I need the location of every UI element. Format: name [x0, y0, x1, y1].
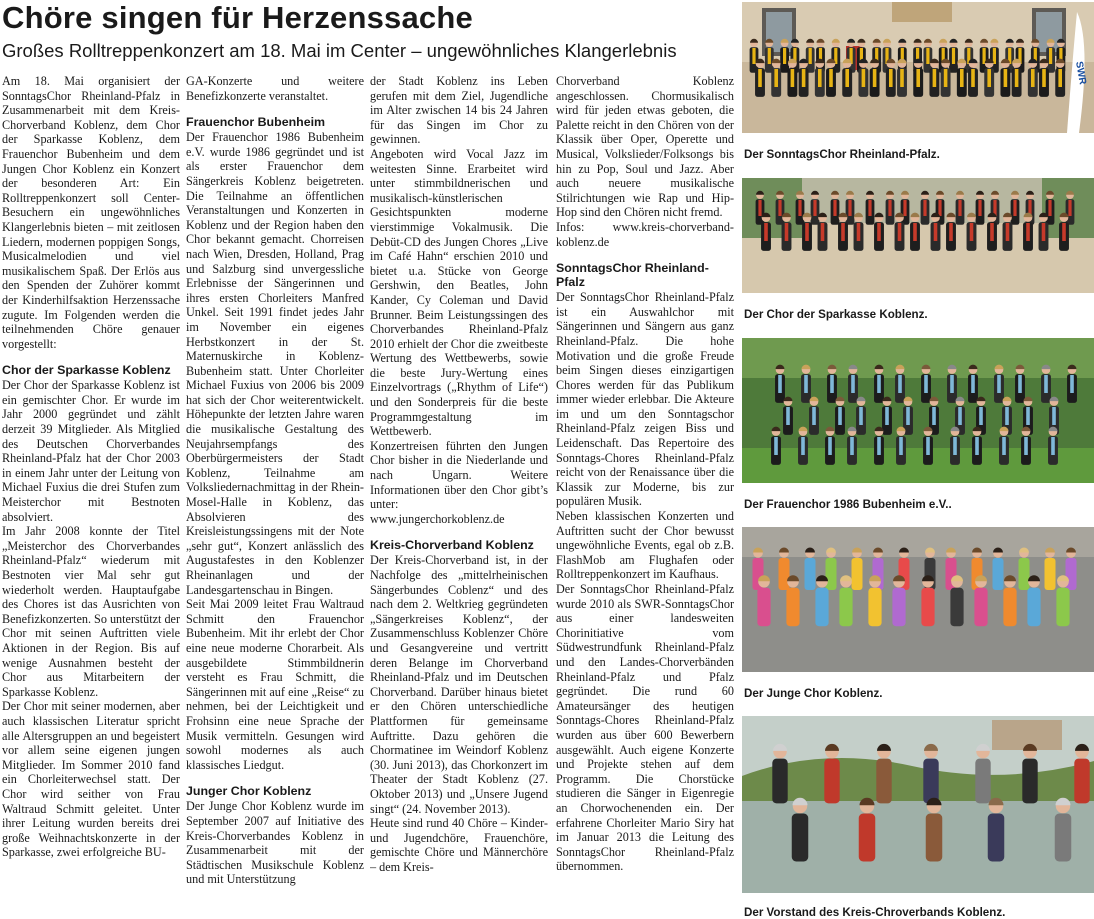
paragraph: www.jungerchorkoblenz.de: [370, 511, 505, 526]
singer-figure: [975, 759, 990, 804]
paragraph: der Stadt Koblenz ins Leben gerufen mit dem Ziel, Jugendliche im Alter zwischen 14 bis 24 Jahren für das Singen im Chor zu gewinnen.: [370, 74, 548, 147]
singer-figure: [786, 588, 799, 626]
paragraph: GA-Konzerte und weitere Benefizkonzerte veranstaltet.: [186, 74, 364, 103]
paragraph: Heute sind rund 40 Chöre – Kinder- und Jugendchöre, Frauenchöre, gemischte Chöre und Männerchöre – dem Kreis-: [370, 816, 548, 874]
photo-frauenchor-bubenheim: [742, 338, 1094, 483]
singer-figure: [876, 759, 891, 804]
singer-figure: [757, 588, 770, 626]
singer-figure: [815, 588, 828, 626]
article-column-2: [186, 74, 364, 919]
singer-figure: [792, 814, 809, 862]
paragraph: Seit Mai 2009 leitet Frau Waltraud Schmitt den Frauenchor Bubenheim. Mit ihr erlebt der Chor eine neue moderne Chorarbeit. Als ausgebildete Stimmbildnerin versteht es Frau Schmitt, die Sängerinnen mit auf eine „Reise“ zu nehmen, bei der Leichtigkeit und Frohsinn eine neue Sprache der Musik vermitteln. Gesungen wird sowohl modernes als auch klassisches Liedgut.: [186, 597, 364, 772]
article-column-3: [370, 74, 548, 919]
section-heading: Frauenchor Bubenheim: [186, 115, 326, 130]
swr-banner-text: SWR: [1073, 60, 1088, 86]
paragraph: Chorverband Koblenz angeschlossen. Chormusikalisch wird für jeden etwas geboten, die Palette reicht in den Chören von der Klassik über Oper, Operette und Musical, Volkslieder/Folksongs bis hin zu Pop, Soul und Jazz. Aber auch neuere musikalische Stilrichtungen wie Rap und Hip-Hop sind den Chören nicht fremd.: [556, 74, 734, 220]
singer-figure: [1003, 588, 1016, 626]
singer-figure: [852, 558, 863, 590]
singer-figure: [921, 588, 934, 626]
section-heading: Kreis-Chorverband Koblenz: [370, 538, 534, 553]
subheadline: Großes Rolltreppenkonzert am 18. Mai im Center – ungewöhnliches Klangerlebnis: [2, 40, 677, 61]
singer-figure: [1045, 558, 1056, 590]
singer-figure: [772, 759, 787, 804]
singer-figure: [824, 759, 839, 804]
photo-caption: Der Chor der Sparkasse Koblenz.: [744, 308, 928, 321]
singer-figure: [1027, 588, 1040, 626]
paragraph: Am 18. Mai organisiert der SonntagsChor Rheinland-Pfalz in Zusammenarbeit mit dem Kreis-Chorverband Koblenz, dem Chor der Sparkasse Koblenz, dem Frauenchor Bubenheim und dem Jungen Chor Koblenz ein Konzert der besonderen Art: Ein Rolltreppenkonzert soll Center-Besuchern ein ungewöhnliches Klangerlebnis bieten – mit zeitlosen Liedern, modernen poppigen Songs, Musicalmelodien und viel musikalischem Spaß. Der Erlös aus den Spenden der Zuhörer kommt der Kinderhilfsaktion Herzenssache zugute. Im Folgenden werden die teilnehmenden Chöre genauer vorgestellt:: [2, 74, 180, 351]
headline: Chöre singen für Herzenssache: [2, 0, 473, 35]
photo-chor-sparkasse: [742, 178, 1094, 293]
photo-caption: Der Vorstand des Kreis-Chroverbands Koblenz.: [744, 906, 1006, 919]
section-heading: Junger Chor Koblenz: [186, 784, 312, 799]
singer-figure: [1055, 814, 1072, 862]
singer-figure: [1019, 558, 1030, 590]
singer-figure: [1056, 588, 1069, 626]
singer-figure: [826, 558, 837, 590]
paragraph: Infos: www.kreis-chorverband-koblenz.de: [556, 219, 734, 249]
singer-figure: [974, 588, 987, 626]
singer-figure: [839, 588, 852, 626]
paragraph: Der Chor der Sparkasse Koblenz ist ein gemischter Chor. Er wurde im Jahr 2000 gegründet und zählt derzeit 39 Mitglieder. Als Mitglied des Deutschen Chorverbandes Rheinland-Pfalz hat der Chor 2003 in einem Jahr unter der Leitung von Michael Fuxius die drei Stufen zum Meisterchor mit Bestnoten absolviert.: [2, 378, 180, 524]
photo-sonntagschor: [742, 2, 1094, 133]
photo-caption: Der Junge Chor Koblenz.: [744, 687, 883, 700]
singer-figure: [1022, 759, 1037, 804]
paragraph: Der SonntagsChor Rheinland-Pfalz wurde 2010 als SWR-SonntagsChor aus einer landesweiten Chorinitiative vom Südwestrundfunk Rheinland-Pfalz und den Landes-Chorverbänden Rheinland-Pfalz und Pfalz gegründet. Die rund 60 Amateursänger des heutigen Sonntags-Chores Rheinland-Pfalz wurden aus über 600 Bewerbern ausgewählt. Auch eigene Konzerte und Projekte stehen auf dem Programm. Die Chorstücke studieren die Sänger in Eigenregie an Chorwochenenden ein. Der erfahrene Chorleiter Mario Siry hat im Januar 2013 die Leitung des SonntagsChor Rheinland-Pfalz übernommen.: [556, 582, 734, 874]
photo-vorstand: [742, 716, 1094, 893]
singer-figure: [988, 814, 1005, 862]
paragraph: Der Kreis-Chorverband ist, in der Nachfolge des „mittelrheinischen Sängerbundes Coblenz“ und des nach dem 2. Weltkrieg gegründeten „Sängerkreises Koblenz“, der Zusammenschluss Koblenzer Chöre und Gesangvereine und vertritt deren Belange im Chorverband Rheinland-Pfalz und im Deutschen Chorverband. Darüber hinaus bietet er den Chören unterschiedliche Plattformen für gemeinsame Auftritte. Dazu gehören die Chormatinee im Weindorf Koblenz (30. Juni 2013), das Chorkonzert im Theater der Stadt Koblenz (27. Oktober 2013) und „Unsere Jugend singt“ (24. November 2013).: [370, 553, 548, 816]
singer-figure: [779, 558, 790, 590]
singer-figure: [868, 588, 881, 626]
photo-junger-chor: [742, 527, 1094, 672]
singer-figure: [923, 759, 938, 804]
paragraph: Neben klassischen Konzerten und Auftritten sucht der Chor bewusst ungewöhnliche Events, egal ob z.B. FlashMob am Flughafen oder Rolltreppenkonzert im Kaufhaus.: [556, 509, 734, 582]
paragraph: Der Frauenchor 1986 Bubenheim e.V. wurde 1986 gegründet und ist als erster Frauenchor dem Sängerkreis Koblenz beigetreten. Die Teilnahme an öffentlichen Veranstaltungen und Konzerten in Koblenz und der Region haben den Chor bekannt gemacht. Chorreisen nach Wien, Dresden, Holland, Prag und Salzburg sind unvergessliche Erlebnisse der Sängerinnen und ihres ersten Chorleiters Manfred Unkel. Seit 1991 findet jedes Jahr im November ein eigenes Herbstkonzert in der St. Maternuskirche in Koblenz-Bubenheim statt. Unter Chorleiter Michael Fuxius von 2006 bis 2009 hat sich der Chor weiterentwickelt. Höhepunkte der letzten Jahre waren die musikalische Gestaltung des Neujahrsempfangs des Oberbürgermeisters der Stadt Koblenz, Teilnahme am Volksliedernachmittag in der Rhein-Mosel-Halle in Koblenz, das Absolvieren des Kreisleistungssingens mit der Note „sehr gut“, Konzert anlässlich des Augustafestes in den Koblenzer Rheinanlagen und der Landesgartenschau in Bingen.: [186, 130, 364, 597]
paragraph: Konzertreisen führten den Jungen Chor bisher in die Niederlande und nach Ungarn. Weitere Informationen über den Chor gibt’s unter:: [370, 438, 548, 512]
photo-caption: Der SonntagsChor Rheinland-Pfalz.: [744, 148, 940, 161]
photo-caption: Der Frauenchor 1986 Bubenheim e.V..: [744, 498, 952, 511]
singer-figure: [892, 588, 905, 626]
article-column-4: [556, 74, 734, 919]
singer-figure: [926, 814, 943, 862]
paragraph: Der Chor mit seiner modernen, aber auch klassischen Literatur spricht alle Altersgruppen an und begeistert vor allem seine eigenen jungen Mitglieder. Im Sommer 2010 fand ein Chorleiterwechsel statt. Der Chor wird seither von Frau Waltraud Schmitt geleitet. Unter ihrer Leitung wurden bereits drei große Weihnachtskonzerte in der Sparkasse, zwei erfolgreiche BU-: [2, 699, 180, 860]
paragraph: Der Junge Chor Koblenz wurde im September 2007 auf Initiative des Kreis-Chorverbandes Koblenz in Zusammenarbeit mit der Städtischen Musikschule Koblenz und mit Unterstützung: [186, 799, 364, 887]
singer-figure: [1074, 759, 1089, 804]
singer-figure: [859, 814, 876, 862]
singer-figure: [993, 558, 1004, 590]
paragraph: Im Jahr 2008 konnte der Titel „Meisterchor des Chorverbandes Rheinland-Pfalz“ wiederum mit Bestnoten vier Mal sehr gut wiederholt werden. Hauptaufgabe des Chores ist das Ausrichten von Benefizkonzerten. So unterstützt der Chor mit seinen Auftritten viele Aktionen in der Region. Bis auf wenige Ausnahmen besteht der Chor aus Mitarbeitern der Sparkasse Koblenz.: [2, 524, 180, 699]
singer-figure: [805, 558, 816, 590]
section-heading: Chor der Sparkasse Koblenz: [2, 363, 171, 378]
paragraph: Angeboten wird Vocal Jazz im weitesten Sinne. Erarbeitet wird unter stimmbildnerischen und musikalisch-künstlerischen Gesichtspunkten moderne vierstimmige Vokalmusik. Die Debüt-CD des Jungen Chores „Live im Café Hahn“ erschien 2010 und bietet u.a. Stücke von George Gershwin, den Beatles, John Kander, Cy Coleman und David Brunner. Beim Leistungssingen des Chorverbandes Rheinland-Pfalz 2010 erhielt der Chor die zweitbeste Wertung des Wettbewerbs, sowie die beste Jury-Wertung eines Einzelvortrags („Rhythm of Life“) und den Sonderpreis für die beste Programmgestaltung im Wettbewerb.: [370, 146, 548, 439]
paragraph: Der SonntagsChor Rheinland-Pfalz ist ein Auswahlchor mit Sängerinnen und Sängern aus ganz Rheinland-Pfalz. Die hohe Motivation und die große Freude beim Singen dieses einzigartigen Chores werden für das Publikum immer wieder erlebbar. Die Akteure im und um den Sonntagschor Rheinland-Pfalz zeigen Biss und Leidenschaft. Das Repertoire des Sonntags-Chores Rheinland-Pfalz reicht von der Renaissance über die Klassik zur Moderne, bis zur populären Musik.: [556, 290, 734, 509]
section-heading: SonntagsChor Rheinland-Pfalz: [556, 261, 709, 290]
singer-figure: [950, 588, 963, 626]
article-column-1: [2, 74, 180, 919]
